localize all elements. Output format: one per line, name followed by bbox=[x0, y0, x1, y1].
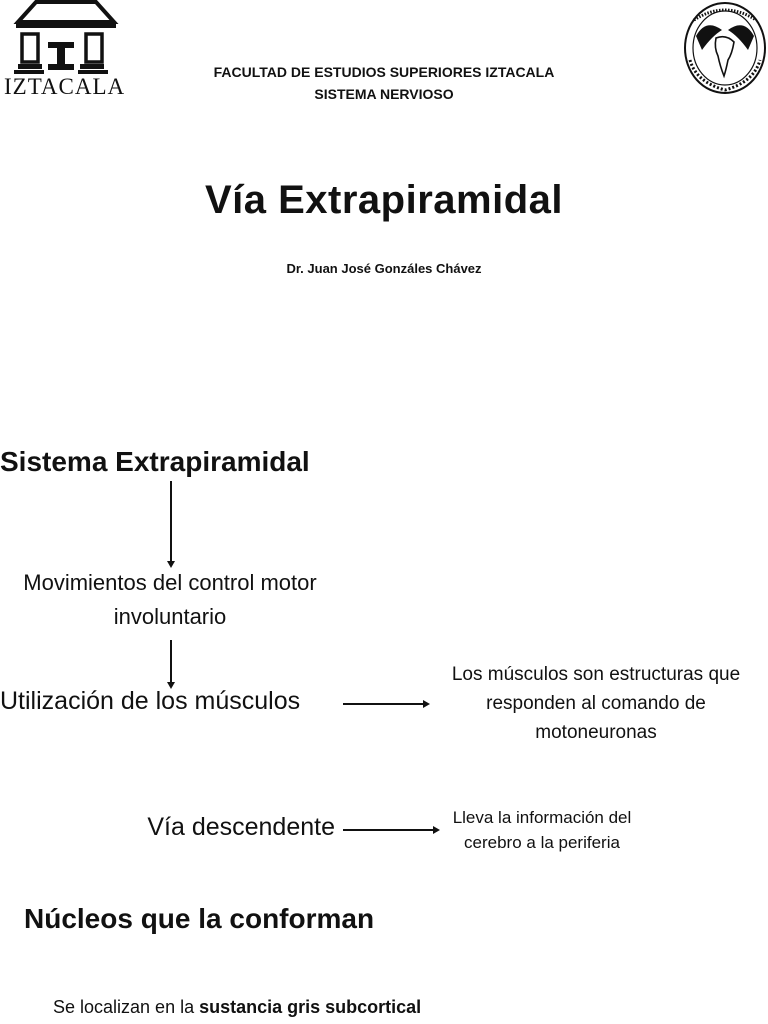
node-movements: Movimientos del control motor involuntario bbox=[23, 570, 317, 629]
arrow-right-2-line bbox=[343, 829, 433, 831]
location-emphasis: sustancia gris subcortical bbox=[199, 997, 422, 1017]
unam-seal-icon bbox=[682, 0, 768, 98]
node-muscle-use: Utilización de los músculos bbox=[0, 687, 301, 715]
document-title: Vía Extrapiramidal bbox=[204, 178, 564, 222]
node-descending-description: Lleva la información del cerebro a la periferia bbox=[452, 808, 632, 852]
location-sentence bbox=[53, 997, 421, 1018]
section-title-sistema: Sistema Extrapiramidal bbox=[0, 446, 310, 477]
node-muscle-description: Los músculos son estructuras que responden al comando de motoneuronas bbox=[451, 664, 741, 743]
section-title-nucleos: Núcleos que la conforman bbox=[24, 903, 375, 934]
institution-name: FACULTAD DE ESTUDIOS SUPERIORES IZTACALA bbox=[213, 64, 555, 80]
iztacala-logo bbox=[4, 0, 132, 100]
arrow-right-1-line bbox=[343, 703, 423, 705]
iztacala-logo-text: IZTACALA bbox=[4, 74, 126, 99]
location-prefix: Se localizan en la bbox=[53, 997, 200, 1017]
unam-seal-logo bbox=[682, 0, 768, 98]
arrow-down-2-line bbox=[170, 640, 172, 682]
document-author: Dr. Juan José Gonzáles Chávez bbox=[286, 261, 482, 276]
course-name: SISTEMA NERVIOSO bbox=[314, 86, 454, 102]
node-descending: Vía descendente bbox=[147, 813, 335, 841]
arrow-down-1-line bbox=[170, 481, 172, 561]
